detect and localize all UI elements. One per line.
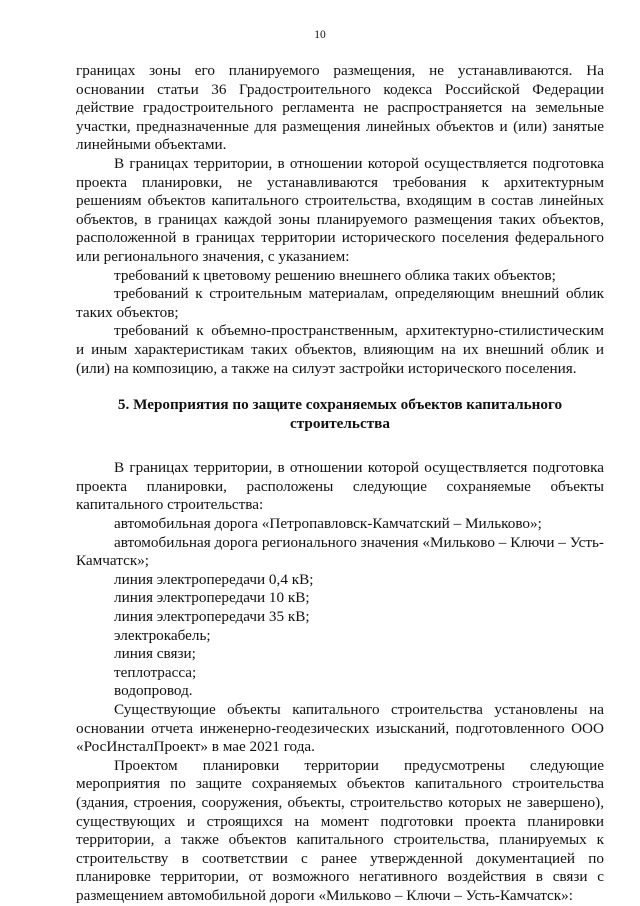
section-heading: 5. Мероприятия по защите сохраняемых объектов капитального строительства (117, 396, 563, 432)
paragraph-architecture-requirements: В границах территории, в отношении которой осуществляется подготовка проекта планировки, не устанавливаются требования к архитектурным решениям объектов капитального строительства, входящим в состав линейных объектов, в границах каждой зоны планируемого размещения таких объектов, расположенной в границах территории исторического поселения федерального или регионального значения, с указанием: (76, 154, 604, 265)
requirement-color: требований к цветовому решению внешнего облика таких объектов; (114, 266, 556, 284)
object-water-pipe: водопровод. (114, 682, 193, 700)
paragraph-gradostroitelny-reglament: границах зоны его планируемого размещения, не устанавливаются. На основании статьи 36 Градостроительного кодекса Российской Федерации действие градостроительного регламента не распространяется на земельные участки, предназначенные для размещения линейных объектов и (или) занятые линейными объектами. (76, 62, 604, 154)
object-heating-main: теплотрасса; (114, 663, 197, 681)
object-cable: электрокабель; (114, 626, 211, 644)
object-power-line-04: линия электропередачи 0,4 кВ; (114, 570, 314, 588)
object-communication-line: линия связи; (114, 645, 196, 663)
requirement-volume: требований к объемно-пространственным, архитектурно-стилистическим и иным характеристикам таких объектов, влияющим на их внешний облик и (или) на композицию, а также на силуэт застройки исторического поселения. (76, 322, 604, 377)
object-road-milkovo: автомобильная дорога регионального значения «Мильково – Ключи – Усть-Камчатск»; (76, 533, 604, 570)
object-power-line-10: линия электропередачи 10 кВ; (114, 589, 310, 607)
page-number: 10 (314, 29, 326, 41)
paragraph-survey-basis: Существующие объекты капитального строительства установлены на основании отчета инженерно-геодезических изысканий, подготовленного ООО «РосИнсталПроект» в мае 2021 года. (76, 701, 604, 756)
document-body (76, 62, 604, 906)
paragraph-protection-measures: Проектом планировки территории предусмотрены следующие мероприятия по защите сохраняемых объектов капитального строительства (здания, строения, сооружения, объекты, строительство которых не завершено), существующих и строящихся на момент подготовки проекта планировки территории, а также объектов капитального строительства, планируемых к строительству в соответствии с ранее утвержденной документацией по планировке территории, от возможного негативного воздействия в связи с размещением автомобильной дороги «Мильково – Ключи – Усть-Камчатск»: (76, 756, 604, 904)
object-road-petropavlovsk: автомобильная дорога «Петропавловск-Камчатский – Мильково»; (114, 515, 542, 533)
paragraph-preserved-objects-intro: В границах территории, в отношении которой осуществляется подготовка проекта планировки, расположены следующие сохраняемые объекты капитального строительства: (76, 459, 604, 514)
object-power-line-35: линия электропередачи 35 кВ; (114, 608, 310, 626)
requirement-materials: требований к строительным материалам, определяющим внешний облик таких объектов; (76, 285, 604, 321)
